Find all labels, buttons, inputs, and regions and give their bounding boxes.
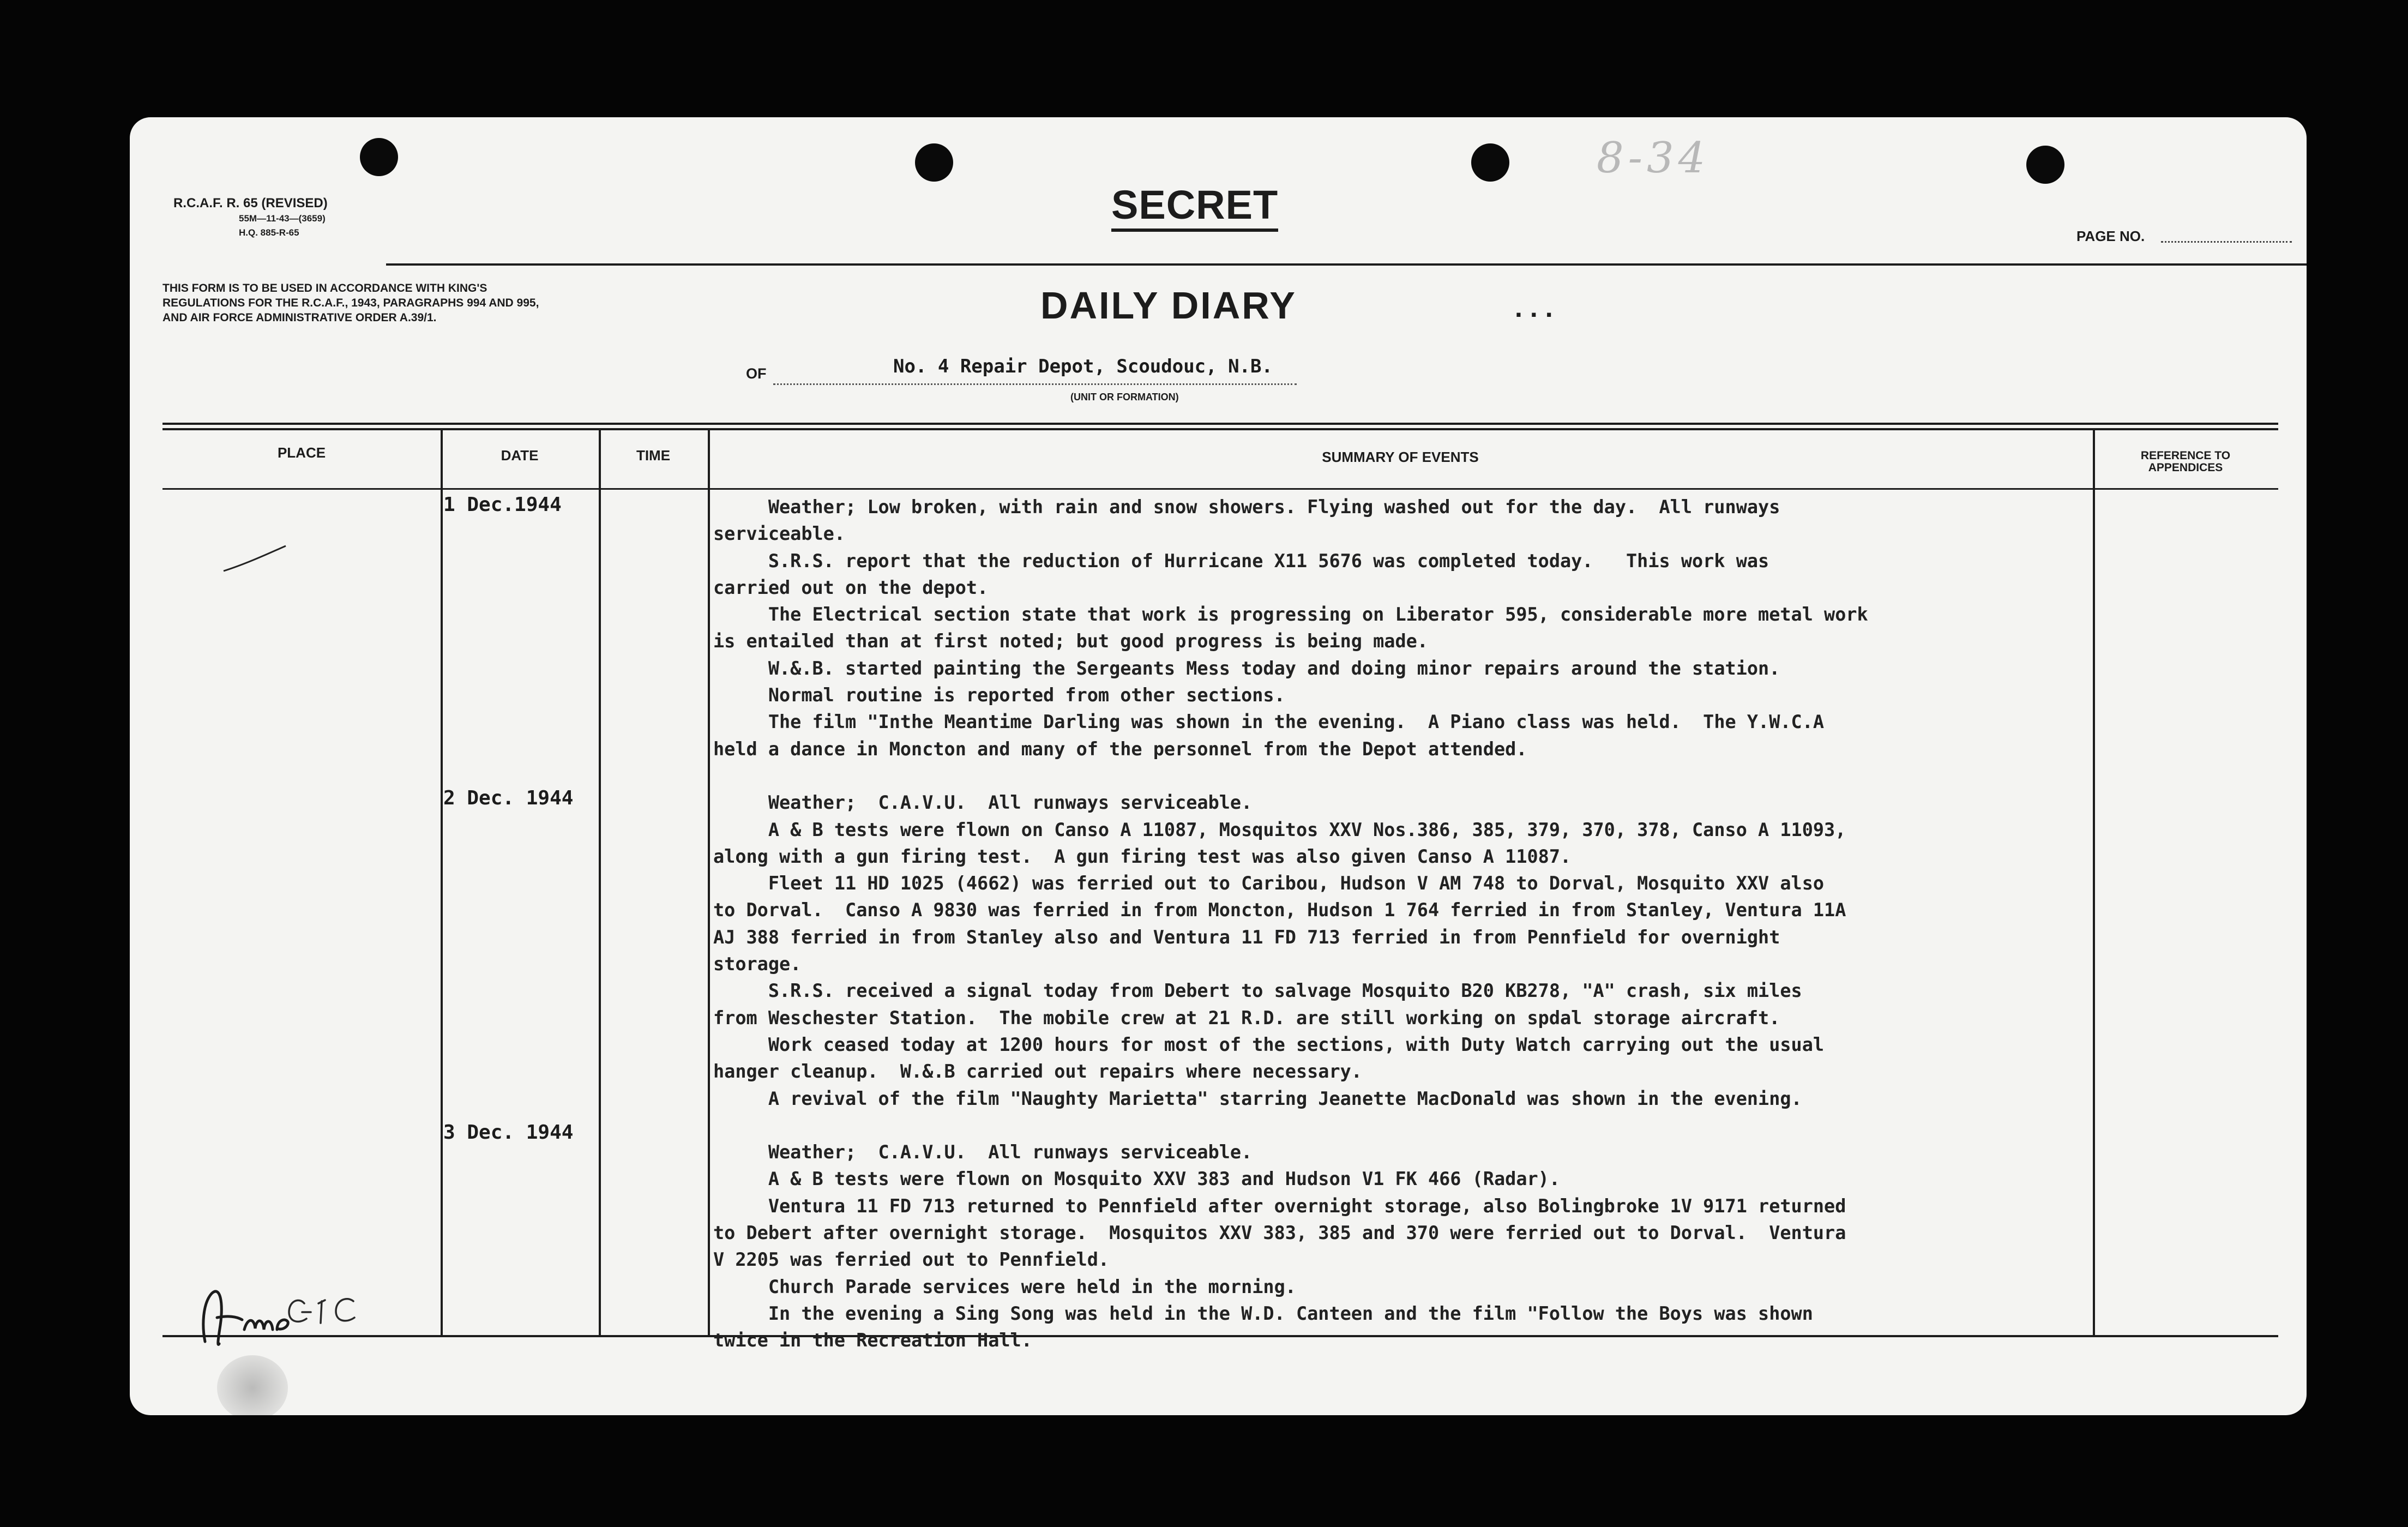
entry-line: Work ceased today at 1200 hours for most of the sections, with Duty Watch carrying out the usual xyxy=(713,1033,1825,1055)
paper-stain xyxy=(217,1355,288,1415)
form-print-code: 55M—11-43—(3659) xyxy=(239,213,326,224)
entry-line: Weather; C.A.V.U. All runways serviceable. xyxy=(713,1141,1253,1163)
entry-line: Weather; C.A.V.U. All runways serviceable. xyxy=(713,792,1253,814)
page-no-label: PAGE NO. xyxy=(2076,228,2145,244)
entry-line: In the evening a Sing Song was held in the W.D. Canteen and the film "Follow the Boys was shown xyxy=(713,1302,1813,1324)
summary-of-events xyxy=(713,494,2109,1354)
form-hq-code: H.Q. 885-R-65 xyxy=(239,227,299,238)
pencil-note: 8-34 xyxy=(1597,134,1710,183)
column-header-place: PLACE xyxy=(277,444,326,461)
entry-line: Church Parade services were held in the morning. xyxy=(713,1276,1296,1297)
entry-line: The Electrical section state that work is progressing on Liberator 595, considerable more metal work xyxy=(713,604,1868,626)
entry-date: 3 Dec. 1944 xyxy=(443,1121,574,1144)
page-no-field xyxy=(2161,241,2292,243)
entry-line: serviceable. xyxy=(713,523,846,545)
entry-line: along with a gun firing test. A gun firing test was also given Canso A 11087. xyxy=(713,845,1572,867)
entry-line: S.R.S. report that the reduction of Hurricane X11 5676 was completed today. This work was xyxy=(713,550,1769,572)
binder-hole xyxy=(1471,143,1509,182)
entry-line: The film "Inthe Meantime Darling was shown in the evening. A Piano class was held. The Y.W.C.A xyxy=(713,711,1825,733)
title-dots: ... xyxy=(1515,292,1561,323)
entry-line: to Debert after overnight storage. Mosquitos XXV 383, 385 and 370 were ferried out to Dorval. Ventura xyxy=(713,1222,1846,1244)
unit-caption: (UNIT OR FORMATION) xyxy=(1070,392,1179,402)
entry-line: Fleet 11 HD 1025 (4662) was ferried out to Caribou, Hudson V AM 748 to Dorval, Mosquito XXV also xyxy=(713,873,1825,894)
entry-line: A & B tests were flown on Canso A 11087, Mosquitos XXV Nos.386, 385, 379, 370, 378, Canso A 11093, xyxy=(713,819,1846,840)
entry-line: carried out on the depot. xyxy=(713,576,989,598)
entry-line: S.R.S. received a signal today from Debert to salvage Mosquito B20 KB278, "A" crash, six miles xyxy=(713,980,1802,1002)
column-header-rule xyxy=(162,488,2278,490)
column-header-summary: SUMMARY OF EVENTS xyxy=(1322,449,1479,465)
entry-line: twice in the Recreation Hall. xyxy=(713,1330,1032,1351)
diary-entry xyxy=(713,1139,2109,1354)
diary-entry xyxy=(713,789,2109,1112)
column-divider xyxy=(441,428,443,1335)
binder-hole xyxy=(360,138,398,176)
reference-header-line1: REFERENCE TO xyxy=(2140,449,2231,462)
column-header-date: DATE xyxy=(501,447,539,464)
diary-entry xyxy=(713,494,2109,762)
binder-hole xyxy=(915,143,953,182)
entry-date: 2 Dec. 1944 xyxy=(443,787,574,809)
entry-line: Ventura 11 FD 713 returned to Pennfield after overnight storage, also Bolingbroke 1V 9171 returned xyxy=(713,1195,1846,1217)
entry-line: to Dorval. Canso A 9830 was ferried in from Moncton, Hudson 1 764 ferried in from Stanley, Ventura 11A xyxy=(713,899,1846,921)
entry-line: V 2205 was ferried out to Pennfield. xyxy=(713,1249,1110,1271)
column-divider xyxy=(708,428,710,1335)
unit-name: No. 4 Repair Depot, Scoudouc, N.B. xyxy=(893,356,1273,377)
column-divider xyxy=(599,428,601,1335)
header-rule xyxy=(386,263,2307,266)
entry-line: AJ 388 ferried in from Stanley also and Ventura 11 FD 713 ferried in from Pennfield for overnight xyxy=(713,926,1780,948)
page-title: DAILY DIARY xyxy=(1040,284,1297,327)
classification-stamp: SECRET xyxy=(1111,182,1278,232)
entry-line: held a dance in Moncton and many of the personnel from the Depot attended. xyxy=(713,738,1527,760)
entry-line: A & B tests were flown on Mosquito XXV 383 and Hudson V1 FK 466 (Radar). xyxy=(713,1168,1560,1190)
entry-line: W.&.B. started painting the Sergeants Mess today and doing minor repairs around the station. xyxy=(713,657,1780,679)
form-identification xyxy=(173,195,328,240)
entry-line: Weather; Low broken, with rain and snow showers. Flying washed out for the day. All runways xyxy=(713,496,1780,518)
column-header-time: TIME xyxy=(636,447,671,464)
column-header-reference xyxy=(2093,450,2278,474)
entry-line: storage. xyxy=(713,953,802,975)
binder-hole xyxy=(2026,146,2064,184)
diary-page xyxy=(130,117,2307,1415)
form-number: R.C.A.F. R. 65 (REVISED) xyxy=(173,196,328,211)
pen-mark xyxy=(222,543,288,575)
entry-line: from Weschester Station. The mobile crew at 21 R.D. are still working on spdal storage aircraft. xyxy=(713,1007,1780,1029)
unit-of-label: OF xyxy=(746,365,767,382)
entry-line: hanger cleanup. W.&.B carried out repairs where necessary. xyxy=(713,1061,1362,1083)
form-regulation-note: THIS FORM IS TO BE USED IN ACCORDANCE WITH KING'S REGULATIONS FOR THE R.C.A.F., 1943, PARAGRAPHS 994 AND 995, AND AIR FORCE ADMINISTRATIVE ORDER A.39/1. xyxy=(162,282,539,324)
entry-date: 1 Dec.1944 xyxy=(443,494,562,516)
entry-line: Normal routine is reported from other sections. xyxy=(713,684,1285,706)
reference-header-line2: APPENDICES xyxy=(2148,461,2223,474)
unit-field-line xyxy=(773,383,1297,385)
signature xyxy=(195,1265,392,1352)
entry-line: is entailed than at first noted; but good progress is being made. xyxy=(713,630,1428,652)
table-top-rule xyxy=(162,428,2278,430)
entry-line: A revival of the film "Naughty Marietta" starring Jeanette MacDonald was shown in the evening. xyxy=(713,1087,1802,1109)
table-top-rule xyxy=(162,423,2278,425)
